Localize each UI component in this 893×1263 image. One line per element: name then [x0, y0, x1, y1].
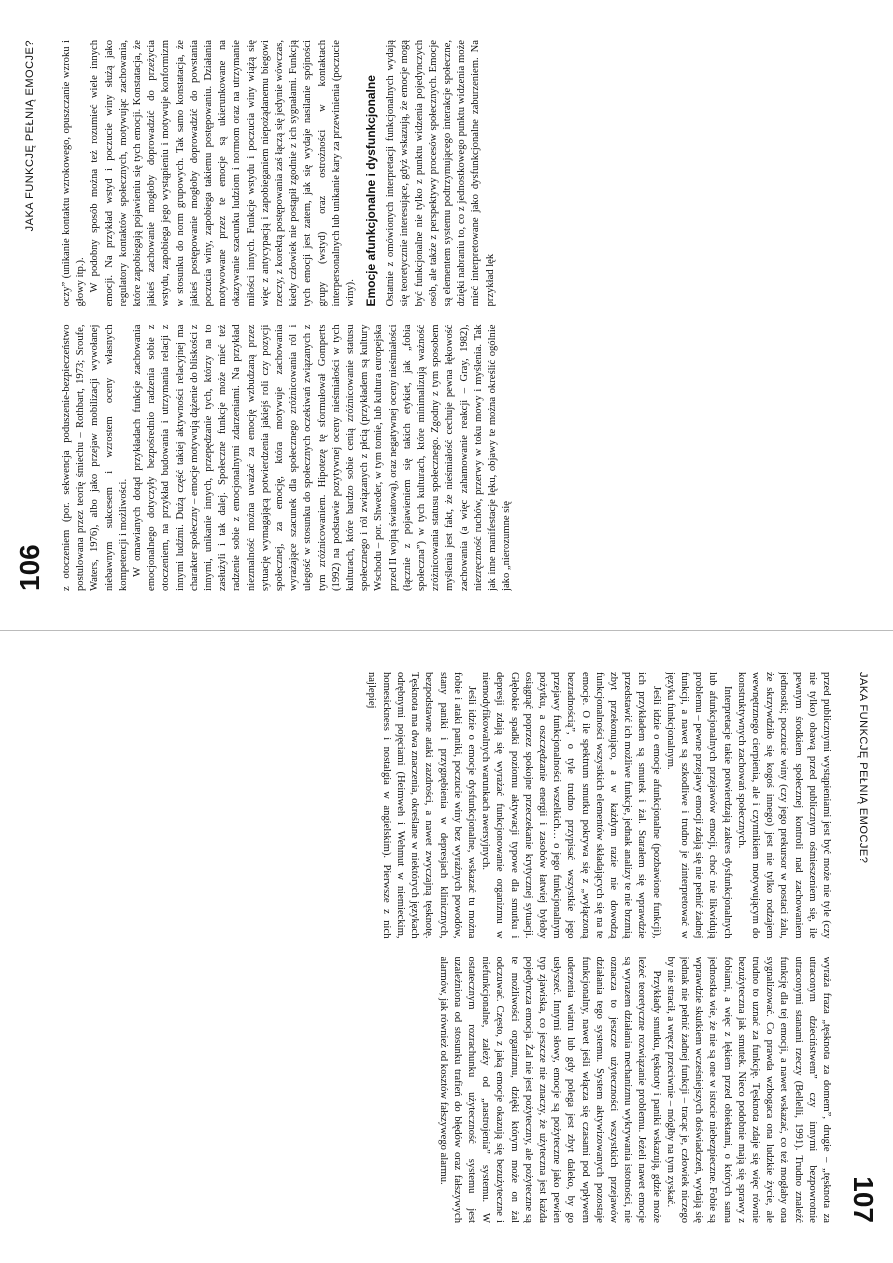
paragraph: Jeśli idzie o emocje dysfunkcjonalne, wskazać tu można fobie i ataki paniki, poczucie winy bez wyraźnych powodów, stany paniki i przygnębienia w depresjach klinicznych, bezpodstawne ataki zazdrości, a nawet zwyczajną tęsknotę. Tęsknota ma dwa znaczenia, określane w niektórych językach odrębnymi pojęciami (Heimweh i Wehmut w niemieckim, homesickness i nostalgia w angielskim). Pierwsze z nich najlepiej	[366, 672, 477, 939]
paragraph: przed publicznymi wystąpieniami jest być może nie tyle (czy nie tylko) obawą przed publicznym ośmieszeniem się, ile pewnym środkiem społecznej kontroli nad zachowaniem jednostki; poczucie winy (czy jego prekursor w postaci żalu, że skrzywdziło się kogoś innego) jest nie tylko rodzajem wewnętrznego cierpienia, ale i czynnikiem motywującym do konstruktywnych zachowań społecznych.	[735, 672, 832, 939]
running-header: JAKA FUNKCJĘ PEŁNIĄ EMOCJE?	[24, 40, 36, 232]
paragraph: Przykłady smutku, tęsknoty i paniki wskazują, gdzie może leżeć teoretyczne rozwiązanie problemu. Jeżeli nawet emocje są wyrazem działania mechanizmu wykrywania istotności, nie oznacza to jeszcze użyteczności wszystkich przejawów działania tego systemu. System aktywizowanych pozostaje funkcjonalny, nawet jeśli włącza się czasami pod wpływem uderzenia wiatru lub gdy polega jest zbyt daleko, by go usłyszeć. Innymi słowy, emocje są pożyteczne jako pewien typ zjawiska, co jeszcze nie znaczy, że użyteczna jest każda pojedyncza emocja. Żal nie jest pożyteczny, ale pożyteczne są te możliwości organizmu, dzięki którym może on żal odczuwać. Często, z jaką emocje okazują się bezużyteczne i niefunkcjonalne, zależy od „nastrojenia” systemu. W ostatecznym rozrachunku użyteczność systemu jest uzależniona od stosunku trafień do błędów oraz fałszywych alarmów, jak również od kosztów fałszywego alarmu.	[437, 956, 662, 1223]
right-page-header	[839, 672, 879, 1223]
paragraph: Interpretacje takie potwierdzają zakres dysfunkcjonalnych lub afunkcjonalnych przejawów emocji, choć nie likwidują problemu – pewne przejawy emocji zdają się nie pełnić żadnej funkcji, a nawet są szkodliwe i trudno je zinterpretować w języku funkcjonalnym.	[664, 672, 733, 939]
running-header: JAKA FUNKCJĘ PEŁNIĄ EMOCJE?	[857, 672, 869, 864]
paragraph: W omawianych dotąd przykładach funkcje zachowania emocjonalnego dotyczyły bezpośrednio radzenia sobie z otoczeniem, na przykład budowania i utrzymania relacji z innymi ludźmi. Dużą część takiej aktywności relacyjnej ma charakter społeczny – emocje motywują dążenie do bliskości z innymi, unikanie innych, przepędzanie tych, którzy na to zasłużyli i tak dalej. Społeczne funkcje może mieć też radzenie sobie z emocjonalnymi zdarzeniami. Na przykład niezmalność można uważać za emocję wzbudzaną przez sytuację wymagającą potwierdzenia jakiejś roli czy pozycji społecznej, za emocję, która motywuje zachowania wyrażające szacunek dla społecznego zróżnicowania ról i ulegość w stosunku do społecznych oczekiwań związanych z tym zróżnicowaniem. Hipotezę tę sformułował Gomperts (1992) na podstawie pozytywnej oceny nieśmiałości w tych kulturach, które bardzo sobie cenią zróżnicowanie statusu społecznego i ról związanych z płcią (przykładem są kultury Wschodu – por. Shweder, w tym tomie, lub kultura europejska przed II wojną światową), oraz negatywnej oceny nieśmiałości (łącznie z pojawieniem się takich etykiet, jak „fobia społeczna”) w tych kulturach, które minimalizują ważność zróżnicowania statusu społecznego. Zgodny z tym sposobem myślenia jest fakt, że nieśmiałość cechuje pewna łękowość zachowania (a więc zahamowanie reakcji – Gray, 1982), niezręczność ruchów, przerwy w toku mowy i myślenia. Tak jak inne manifestacje lęku, objawy te można określić ogólnie jako „nierozumne się	[132, 324, 513, 591]
right-page-rotated	[0, 632, 893, 1263]
paragraph: wyraża fraza „tęsknota za domem”, drugie – „tęsknota za utraconym dzieciństwem” czy innymi bezpowrotnie utraconymi stanami rzeczy (Bellelli, 1991). Trudno znaleźć funkcję dla tej emocji, a nawet wskazać, co też mogłaby ona sygnalizować. Co prawda wzbogaca ona ludzkie życie, ale trudno to uznać za funkcję. Tęsknota zdaje się więc równie bezużyteczna jak smutek. Nieco podobnie mają się sprawy z fobiami, a więc z lękiem przed obiektami, o których sama jednostka wie, że nie są one w istocie niebezpieczne. Fobie są wprawdzie skutkiem wcześniejszych doświadczeń, wydają się jednak nie pełnić żadnej funkcji – tracąc je, człowiek niczego by nie stracił, a wręcz przeciwnie – mógłby na tym zyskać.	[664, 956, 832, 1223]
column-2	[60, 40, 863, 307]
paragraph: W podobny sposób można też rozumieć wiele innych emocji. Na przykład wstyd i poczucie winy służą jako regulatory kontaktów społecznych, motywując zachowania, które zapobiegają pojawieniu się tych emocji. Konstatacja, że jakieś zachowanie mogłoby doprowadzić do przeżycia wstydu, zapobiega jego wystąpieniu i motywuje konformizm w stosunku do norm grupowych. Tak samo konstatacja, że jakieś postępowanie mogłoby doprowadzić do powstania poczucia winy, zapobiega takiemu postępowaniu. Działania motywowane przez te emocje są ukierunkowane na okazywanie szacunku ludziom i normom oraz na utrzymanie miłości innych. Funkcje wstydu i poczucia winy wiążą się więc z antycypacją i zapobieganiem niepożądanemu biegowi rzeczy, z korektą postępowania zaś łączą się jedynie wówczas, kiedy człowiek nie postąpił zgodnie z ich sygnałami. Funkcją tych emocji jest zatem, jak się wydaje nasilanie spójności grupy (wstyd) oraz ostrożności w kontaktach interpersonalnych lub unikanie kary za przewinienia (poczucie winy).	[89, 40, 357, 307]
column-1	[60, 325, 863, 592]
left-page-header	[14, 40, 54, 591]
left-page	[0, 0, 893, 631]
column-2	[30, 957, 833, 1224]
paragraph: Ostatnie z omówionych interpretacji funkcjonalnych wydają się teoretycznie interesujące, gdyż wskazują, że emocje mogą być funkcjonalne nie tylko z punktu widzenia pojedynczych osób, ale także z perspektywy procesów społecznych. Emocje są elementem systemu podtrzymującego interakcje społeczne, dzięki nabraniu to, co z jednostkowego punktu widzenia może mieć interpretowane jako dysfunkcjonalne zaburzeniem. Na przykład lęk	[385, 40, 496, 307]
paragraph: oczy” (unikanie kontaktu wzrokowego, opuszczanie wzroku i głowy itp.).	[61, 40, 87, 307]
left-page-rotated	[0, 0, 893, 631]
page-number: 107	[848, 1176, 879, 1223]
column-1	[30, 672, 833, 939]
paragraph: Jeśli idzie o emocje afunkcjonalne (pozbawione funkcji), ich przykładem są smutek i żal. Starałem się wprawdzie przedstawić ich możliwe funkcje, jednak analizy te nie brzmią zbyt przekonująco, a w każdym razie nie dowodzą funkcjonalności wszystkich elementów składających się na te emocje. O ile spektrum smutku pokrywa się z „wyłączoną bezradnością”, o tyle trudno przypisać wszystkie jego przejawy funkcjonalności wszelkich… o jego funkcjonalnym pożytku, a oszczędzanie energii i zasobów łatwiej byłoby osiągnąć poprzez spokojne przeczekanie krytycznej sytuacji. Głębokie spadki poziomu aktywacji typowe dla smutku i depresji zdają się wyrażać funkcjonowanie organizmu w niemodyfikowalnych warunkach awersyjnych.	[480, 672, 662, 939]
left-page-columns	[60, 40, 863, 591]
right-page-columns	[30, 672, 833, 1223]
page-number: 106	[14, 544, 45, 591]
right-page	[0, 632, 893, 1263]
section-heading: Emocje afunkcjonalne i dysfunkcjonalne	[364, 75, 379, 307]
paragraph: z otoczeniem (por. sekwencja poduszenie-bezpieczeństwo postulowana przez teorię śmiechu – Rothbart, 1973; Sroufe, Waters, 1976), albo jako przejaw mobilizacji wywołanej niebawnym sukcesem i wzrostem oceny własnych kompetencji i możliwości.	[61, 324, 129, 591]
